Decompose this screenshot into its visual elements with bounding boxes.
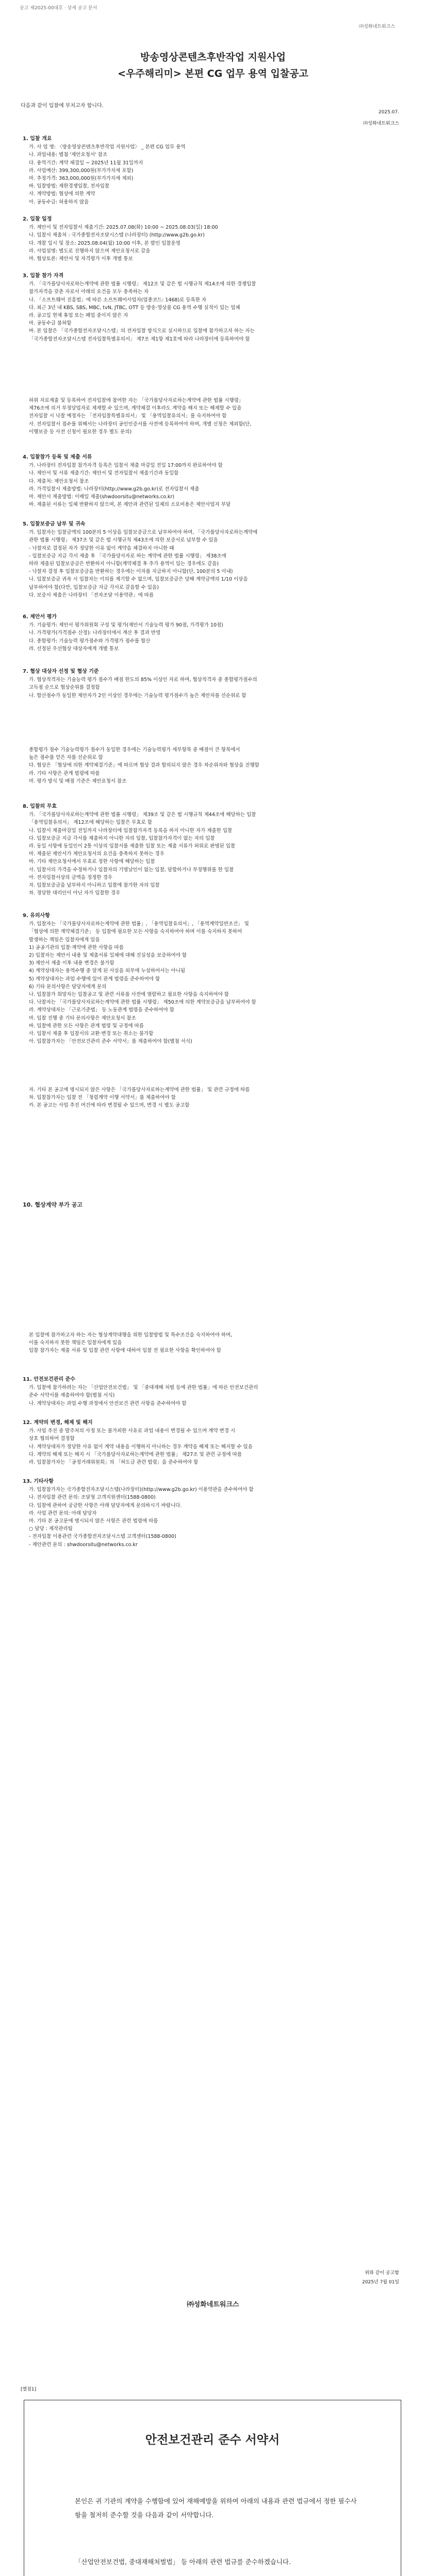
notice-date: 2025.07. xyxy=(378,110,399,115)
section-line: 나. 전자입찰 관련 문의: 조달청 고객지원센터(1588-0800) xyxy=(29,1495,156,1501)
section-line: 마. 제출된 제안서가 제안요청서의 요건을 충족하지 못하는 경우 xyxy=(29,851,165,857)
section-submission xyxy=(23,453,407,509)
section-line: 가. 나라장터 전자입찰 참가자격 등록은 입찰서 제출 마감일 전일 17:00까지 완료하여야 함 xyxy=(29,463,223,469)
section-line: 다. 계약의 해제 또는 해지 시 「국가를당사자로하는계약에 관한 법률」 제27조 및 관련 규정에 따름 xyxy=(29,1451,242,1458)
section-line: 라. 사업 관련 문의: 아래 담당자 xyxy=(29,1510,97,1516)
section-line: 고득점 순으로 협상순위를 결정함 xyxy=(29,685,100,691)
section-line: 바. 제출된 서류는 일체 반환하지 않으며, 본 제안과 관련된 일체의 소요비용은 제안사업자 부담 xyxy=(29,502,231,508)
section-line: 이를 숙지하지 못한 책임은 입찰자에게 있음 xyxy=(29,1340,122,1346)
section-line: 「협상에 의한 계약체결기준」 등 입찰에 필요한 모든 사항을 숙지하여야 하며 이를 숙지하지 못하여 xyxy=(29,929,242,935)
closing-date: 2025년 7월 01일 xyxy=(362,2280,399,2285)
section-line: - 입찰보증금 지급 각서 제출 후 「국가를당사자로 하는 계약에 관한 법률 시행령」 제38조에 xyxy=(29,553,226,559)
section-line: 라. 공고일 현재 휴업 또는 폐업 중이지 않은 자 xyxy=(29,313,128,319)
section-line: 나. 합산점수가 동일한 제안자가 2인 이상인 경우에는 기술능력 평가점수가 높은 제안자를 선순위로 함 xyxy=(29,692,247,699)
section-line: 발생하는 책임은 입찰자에게 있음 xyxy=(29,937,100,943)
section-line: 나. 입찰참가 희망자는 입찰공고 및 관련 서류를 사전에 열람하고 필요한 사항을 숙지하여야 함 xyxy=(29,992,229,998)
section-line: 차. 정당한 대리인이 아닌 자가 입찰한 경우 xyxy=(29,890,121,896)
section-line: 관한 법률 시행령」 제37조 및 같은 법 시행규칙 제43조에 의한 보증서로 납부할 수 있음 xyxy=(29,537,218,544)
org-top: ㈜성화네트워크스 xyxy=(359,24,395,29)
section-line: 상호 협의하여 결정함 xyxy=(29,1436,75,1442)
section-eligibility-cont xyxy=(23,397,407,436)
section-invalid xyxy=(23,803,407,897)
section-heading: 5. 입찰보증금 납부 및 귀속 xyxy=(23,521,86,527)
section-line: 제76조에 의거 부정당업자로 제재할 수 있으며, 계약체결 이후라도 계약을 해지 또는 해제할 수 있음 xyxy=(29,405,242,412)
annex-title: 안전보건관리 준수 서약서 xyxy=(145,2433,280,2447)
section-line: 다. 보증서 제출은 나라장터 「전자조달 이용약관」에 따름 xyxy=(29,592,154,598)
section-line: 가. 입찰참가자는 국가종합전자조달시스템(나라장터)(http://www.g2b.go.kr) 이용약관을 준수하여야 함 xyxy=(29,1487,254,1493)
section-heading: 11. 안전보건관리 준수 xyxy=(23,1377,75,1382)
section-line: 4) 계약상대자는 용역수행 중 알게 된 사실을 외부에 누설하여서는 아니됨 xyxy=(29,968,186,974)
section-line: 본 입찰에 참가하고자 하는 자는 협상계약대행을 위한 입찰방법 및 특수조건을 숙지하여야 하며, xyxy=(29,1332,233,1338)
section-line: 가. 사업 추진 중 발주처의 사정 또는 불가피한 사유로 과업 내용이 변경될 수 있으며 계약 변경 시 xyxy=(29,1428,236,1434)
section-line: 사. 계약방법: 협상에 의한 계약 xyxy=(29,191,95,197)
section-line: 높은 점수를 얻은 자를 선순위로 함 xyxy=(29,755,103,761)
section-heading-negotiation-addendum: 10. 협상계약 부가 공고 xyxy=(23,1201,83,1208)
section-line: - 제안관련 문의 : shwdoorsitu@networks.co.kr xyxy=(29,1541,138,1548)
section-heading: 8. 입찰의 무효 xyxy=(23,804,57,809)
section-line: 3) 제안서 제출 이후 내용 변경은 불가함 xyxy=(29,960,114,967)
section-heading: 9. 유의사항 xyxy=(23,913,50,919)
section-line: 나. 「소프트웨어 진흥법」에 따른 소프트웨어사업자(업종코드: 1468)로 등록한 자 xyxy=(29,297,207,303)
section-line: 나. 가격평가(가격점수 산정): 나라장터에서 계산 후 결과 반영 xyxy=(29,630,161,636)
section-heading: 13. 기타사항 xyxy=(23,1479,54,1484)
section-line: 아. 전자입찰서상의 금액을 정정한 경우 xyxy=(29,874,112,880)
section-line: 자. 입찰보증금을 납부하지 아니하고 입찰에 참가한 자의 입찰 xyxy=(29,883,160,889)
section-line: 사. 입찰서 제출 후 입찰서의 교환·변경 또는 취소는 불가함 xyxy=(29,1031,154,1037)
section-line: 다. 용역기간: 계약 체결일 ~ 2025년 11월 31일까지 xyxy=(29,160,143,166)
section-line: 마. 공동수급 불허함 xyxy=(29,320,72,327)
section-line: 다. 입찰보증금 지급 각서를 제출하지 아니한 자의 입찰, 입찰참가자격이 없는 자의 입찰 xyxy=(29,835,215,841)
section-line: 나. 계약상대자는 과업 수행 과정에서 안전보건 관련 사항을 준수하여야 함 xyxy=(29,1400,187,1406)
section-contract-change xyxy=(23,1419,407,1466)
section-negotiation-cont xyxy=(23,746,407,785)
section-line: 마. 입찰 진행 중 기타 문의사항은 제안요청서 참조 xyxy=(29,1015,136,1021)
section-line: 「용역입찰유의서」 제12조에 해당하는 입찰은 무효로 함 xyxy=(29,820,152,826)
section-misc xyxy=(23,1478,407,1549)
closing-brand: ㈜성화네트워크스 xyxy=(187,2301,239,2309)
section-line: 나. 계약상대자가 정당한 사유 없이 계약 내용을 이행하지 아니하는 경우 계약을 해제 또는 해지할 수 있음 xyxy=(29,1444,253,1450)
section-line: 차. 입찰참가자는 입찰 전 「청렴계약 이행 서약서」를 제출하여야 함 xyxy=(29,1095,176,1101)
section-line: 가. 입찰자는 「국가를당사자로하는계약에 관한 법률」, 「용역입찰유의서」, 「용역계약일반조건」 및 xyxy=(29,921,249,927)
section-line: 나. 과업내용: 별첨 '제안요청서' 참조 xyxy=(29,152,108,158)
section-line: 라. 사업설명: 별도로 진행하지 않으며 제안요청서로 갈음 xyxy=(29,248,151,254)
section-line: 나. 입찰보증금 귀속 시 입찰자는 이의를 제기할 수 없으며, 입찰보증금은 당해 계약금액의 1/10 이상을 xyxy=(29,577,248,583)
section-line: 5) 계약상대자는 과업 수행에 있어 관계 법령을 준수하여야 함 xyxy=(29,976,160,982)
section-line: 라. 동일 사항에 동일인이 2통 이상의 입찰서를 제출한 입찰 또는 제출 서류가 허위로 판명된 입찰 xyxy=(29,843,236,850)
section-line: 나. 입찰서 제출처 : 국가종합전자조달시스템 (나라장터) (http://www.g2b.go.kr) xyxy=(29,232,205,239)
section-line: 아. 공동수급: 허용하지 않음 xyxy=(29,199,89,205)
section-heading: 6. 제안서 평가 xyxy=(23,614,57,620)
section-heading: 3. 입찰 참가 자격 xyxy=(23,273,64,279)
section-line: 라. 기타 사항은 관계 법령에 따름 xyxy=(29,770,100,776)
section-line: 가. 「국가를당사자로하는계약에 관한 법률 시행령」 제12조 및 같은 법 시행규칙 제14조에 의한 경쟁입찰 xyxy=(29,281,256,287)
section-line: 나. 입찰서 제출마감일 전일까지 나라장터에 입찰참가자격 등록을 하지 아니한 자가 제출한 입찰 xyxy=(29,827,233,834)
section-line: 6) 기타 문의사항은 담당자에게 문의 xyxy=(29,984,107,990)
section-line: 이행보증 등 사전 신청이 필요한 경우 별도 문의) xyxy=(29,429,132,435)
intro-text: 다음과 같이 입찰에 부치고자 합니다. xyxy=(21,103,104,109)
annex-paragraph-1: 본인은 귀 기관의 계약을 수행함에 있어 재해예방을 위하여 아래의 내용과 관련 법규에서 정한 필수사항을 철저히 준수할 것을 다음과 같이 서약합니다. xyxy=(75,2497,357,2519)
section-line: 사. 전자입찰서 접수를 위해서는 나라장터 공인인증서를 사전에 등록하여야 하며, 개별 신청은 제외함(단, xyxy=(29,421,252,427)
section-line: 따라 제출된 입찰보증금은 반환하지 아니함(계약체결 후 추가 용역이 있는 경우에도 같음) xyxy=(29,561,219,567)
section-line: 라. 입찰참가자는 「공정거래위원회」의 「하도급 관련 법령」을 준수하여야 함 xyxy=(29,1460,199,1466)
section-line: 자. 기타 본 공고에 명시되지 않은 사항은 「국가를당사자로하는계약에 관한 법률」 및 관련 규정에 따름 xyxy=(29,1087,250,1093)
notice-org: ㈜성화네트워크스 xyxy=(363,121,399,126)
section-line: 다. 종합평가: 기술능력 평가점수와 가격평가 점수를 합산 xyxy=(29,638,151,644)
section-evaluation xyxy=(23,613,407,653)
section-line: 라. 사업예산: 399,300,000원(부가가치세 포함) xyxy=(29,167,134,174)
section-line: 카. 본 공고는 사업 추진 여건에 따라 변경될 수 있으며, 변경 시 별도 공고함 xyxy=(29,1103,190,1109)
section-line: 바. 기타 제안요청서에서 무효로 정한 사항에 해당하는 입찰 xyxy=(29,859,155,865)
page-title-line2: <우주해리미> 본편 CG 업무 용역 입찰공고 xyxy=(118,68,308,79)
section-line: 다. 개찰 일시 및 장소: 2025.08.04(월) 10:00 이후, 본 발인 입찰운영 xyxy=(29,240,181,246)
section-line: 바. 입찰에 관한 모든 사항은 관계 법령 및 규정에 따름 xyxy=(29,1023,144,1029)
section-line: - 낙찰자로 결정된 자가 정당한 이유 없이 계약을 체결하지 아니한 때 xyxy=(29,545,174,551)
section-heading: 4. 입찰참가 등록 및 제출 서류 xyxy=(23,454,92,460)
section-line: 마. 추정가격: 363,000,000원(부가가치세 제외) xyxy=(29,176,134,182)
section-line: 가. 기술평가: 제안서 평가위원회 구성 및 평가(제안서 기술능력 평가 90점, 가격평가 10점) xyxy=(29,622,223,629)
section-line: 바. 입찰방법: 제한경쟁입찰, 전자입찰 xyxy=(29,183,109,190)
section-heading: 12. 계약의 변경, 해제 및 해지 xyxy=(23,1420,93,1426)
section-eligibility xyxy=(23,272,407,343)
annex-form xyxy=(24,2400,401,2576)
section-line: 납부하여야 함(다만, 입찰보증금 지급 각서로 갈음할 수 있음) xyxy=(29,584,159,590)
notice-number: 공고 제2025-00대호 · 상세 공고 문서 xyxy=(20,6,97,11)
section-heading: 2. 입찰 일정 xyxy=(23,216,52,222)
section-line: 아. 입찰참가자는 「안전보건관리 준수 서약서」를 제출하여야 함(별첨 서식) xyxy=(29,1039,192,1045)
section-line: 마. 평가 방식 및 배점 기준은 제안요청서 참조 xyxy=(29,778,127,784)
annex-paragraph-2: 「산업안전보건법, 중대재해처벌법」 등 아래의 관련 법규를 준수하겠습니다. xyxy=(75,2558,291,2566)
section-line: 마. 협상토론: 제안서 및 자격평가 이후 개별 통보 xyxy=(29,256,133,262)
section-line: - 낙찰자 결정 후 입찰보증금을 반환하는 경우에는 이자를 지급하지 아니함(단, 100분의 5 이내) xyxy=(29,569,233,575)
section-line: 종합평가 점수 기술능력평가 점수가 동일한 경우에는 기술능력평가 세부항목 중 배점이 큰 항목에서 xyxy=(29,747,240,753)
section-line: 나. 제안서 및 서류 제출기간: 제안서 및 전자입찰서 제출기간과 동일함 xyxy=(29,470,179,477)
section-line: - 전자입찰 이용관련 국가종합전자조달시스템 고객센터(1588-0800) xyxy=(29,1534,176,1540)
section-notes xyxy=(23,912,407,1045)
page-title-line1: 방송영상콘텐츠후반작업 지원사업 xyxy=(140,52,286,63)
section-line: 허위 자료제출 및 등록하여 전자입찰에 참여한 자는 「국가를당사자로하는계약에 관한 법률 시행령」 xyxy=(29,398,244,403)
section-heading: 7. 협상 대상자 선정 및 협상 기준 xyxy=(23,669,99,674)
section-line: 가. 입찰에 참가하려는 자는 「산업안전보건법」 및 「중대재해 처벌 등에 관한 법률」에 따른 안전보건관리 xyxy=(29,1385,258,1391)
section-line: 마. 제안서 제출방법: 이메일 제출(shwdoorsitu@networks.co.kr) xyxy=(29,494,174,500)
section-negotiation xyxy=(23,668,407,700)
section-line: 바. 본 입찰은 「국가종합전자조달시스템」의 전자입찰 방식으로 실시하므로 입찰에 참가하고자 하는 자는 xyxy=(29,328,255,334)
section-line: 다. 입찰에 관하여 궁금한 사항은 아래 담당자에게 문의하시기 바랍니다. xyxy=(29,1502,182,1509)
section-overview xyxy=(23,135,407,206)
section-schedule xyxy=(23,215,407,263)
section-heading: 1. 입찰 개요 xyxy=(23,136,52,142)
section-line: 라. 계약상대자는 「근로기준법」 등 노동관계 법령을 준수하여야 함 xyxy=(29,1007,174,1013)
section-line: 2) 입찰자는 제안서 내용 및 제출서류 일체에 대해 진실성을 보증하여야 함 xyxy=(29,953,187,959)
section-line: 입찰 참가자는 제출 서류 및 입찰 관련 사항에 대하여 입찰 전 필요한 사항을 확인하여야 함 xyxy=(29,1348,221,1354)
section-line: 라. 선정된 우선협상 대상자에게 개별 통보 xyxy=(29,646,119,652)
section-line: 라. 가격입찰서 제출방법: 나라장터(http://www.g2b.go.kr)로 전자입찰서 제출 xyxy=(29,486,200,492)
section-line: 가. 입찰자는 입찰금액의 100분의 5 이상을 입찰보증금으로 납부하여야 하며, 「국가를당사자로하는계약에 xyxy=(29,530,258,536)
section-line: ○ 담당 : 제작관리팀 xyxy=(29,1526,73,1532)
section-line: 전자입찰 시 낙찰 예정자는 「전자입찰특별유의서」 및 「용역입찰유의서」를 숙지하여야 함 xyxy=(29,413,227,419)
section-line: 「국가종합전자조달시스템 전자입찰특별유의서」 제7조 제1항 제1호에 따라 나라장터에 등록하여야 함 xyxy=(29,336,250,342)
section-line: 참가자격을 갖춘 자로서 아래의 요건을 모두 충족하는 자 xyxy=(29,289,149,295)
section-line: 1) 공공기관의 입찰·계약에 관한 사항을 따름 xyxy=(29,944,124,951)
section-line: 가. 「국가를당사자로하는계약에 관한 법률 시행령」 제39조 및 같은 법 시행규칙 제44조에 해당하는 입찰 xyxy=(29,812,256,818)
section-line: 마. 기타 본 공고문에 명시되지 않은 사항은 관련 법령에 따름 xyxy=(29,1518,158,1524)
section-line: 다. 협상은 「협상에 의한 계약체결기준」에 따르며 협상 결과 합의되지 않은 경우 차순위자와 협상을 진행함 xyxy=(29,762,259,769)
section-addendum-body xyxy=(23,1331,407,1355)
section-line: 다. 최근 3년 내 KBS, SBS, MBC, tvN, JTBC, OTT 등 방송·영상물 CG 용역 수행 실적이 있는 업체 xyxy=(29,304,240,311)
closing-statement: 위와 같이 공고함 xyxy=(365,2270,399,2276)
section-line: 다. 낙찰자는 「국가를당사자로하는계약에 관한 법률 시행령」 제50조에 의한 계약보증금을 납부하여야 함 xyxy=(29,999,256,1006)
section-line: 다. 제출처: 제안요청서 참조 xyxy=(29,478,89,484)
section-line: 준수 서약서를 제출하여야 함(별첨 서식) xyxy=(29,1393,115,1399)
section-notes-cont xyxy=(23,1086,407,1110)
section-deposit xyxy=(23,520,407,599)
annex-label: [별첨1] xyxy=(21,2387,37,2392)
section-line: 가. 협상적격자는 기술능력 평가 점수가 배점 한도의 85% 이상인 자로 하며, 협상적격자 중 종합평가점수의 xyxy=(29,677,257,683)
section-line: 가. 사 업 명: 〈방송영상콘텐츠후반작업 지원사업〉 _ 본편 CG 업무 용역 xyxy=(29,144,186,150)
section-line: 가. 제안서 및 전자입찰서 제출기간: 2025.07.08(화) 10:00 ~ 2025.08.03(일) 18:00 xyxy=(29,225,218,231)
section-line: 사. 입찰서의 가격을 수정하거나 입찰자의 기명날인이 없는 입찰, 담합하거나 부정행위를 한 입찰 xyxy=(29,867,234,873)
section-safety xyxy=(23,1376,407,1408)
